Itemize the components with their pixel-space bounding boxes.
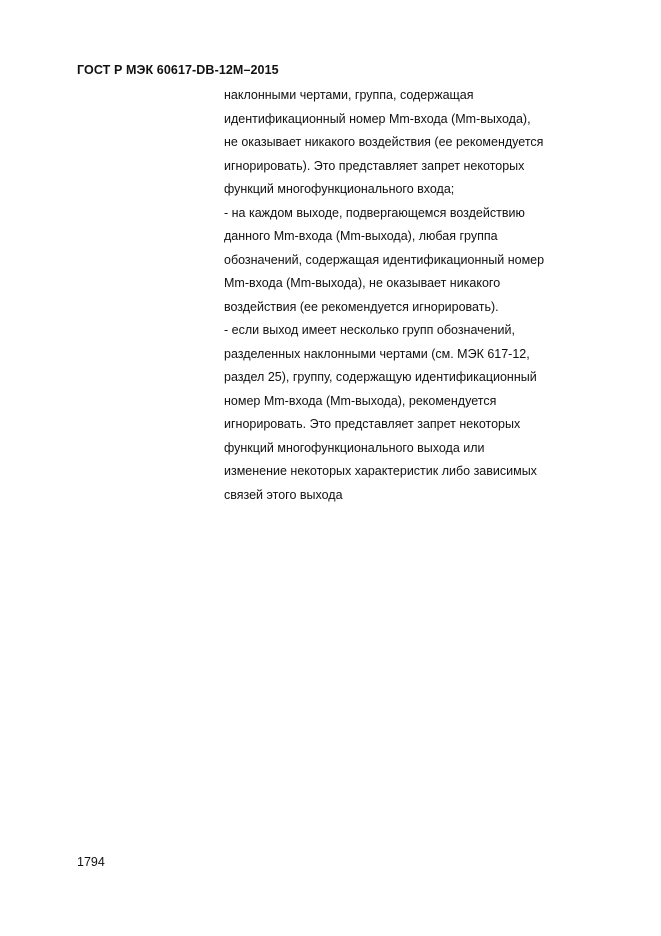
body-line: номер Mm-входа (Mm-выхода), рекомендуется (224, 393, 497, 408)
document-header: ГОСТ Р МЭК 60617-DB-12M–2015 (77, 63, 279, 77)
body-line: обозначений, содержащая идентификационный номер (224, 252, 545, 267)
body-line: игнорировать). Это представляет запрет некоторых (224, 158, 525, 173)
page-number: 1794 (77, 855, 105, 869)
body-line: изменение некоторых характеристик либо зависимых (224, 464, 537, 478)
body-line: данного Mm-входа (Mm-выхода), любая группа (224, 229, 498, 243)
body-line: идентификационный номер Mm-входа (Mm-выхода), (224, 111, 531, 126)
body-line: наклонными чертами, группа, содержащая (224, 88, 474, 102)
body-line: функций многофункционального выхода или (224, 440, 485, 455)
body-line: не оказывает никакого воздействия (ее рекомендуется (224, 135, 544, 149)
body-line: воздействия (ее рекомендуется игнорировать). (224, 299, 499, 314)
body-line: раздел 25), группу, содержащую идентификационный (224, 370, 537, 384)
body-line: связей этого выхода (224, 487, 343, 502)
body-line: Mm-входа (Mm-выхода), не оказывает никакого (224, 276, 501, 290)
body-line: игнорировать. Это представляет запрет некоторых (224, 417, 521, 431)
body-line: - если выход имеет несколько групп обозначений, (224, 323, 515, 337)
body-line: разделенных наклонными чертами (см. МЭК 617-12, (224, 346, 530, 361)
body-line: функций многофункционального входа; (224, 182, 455, 196)
body-line: - на каждом выходе, подвергающемся воздействию (224, 205, 525, 220)
body-text (224, 84, 644, 507)
